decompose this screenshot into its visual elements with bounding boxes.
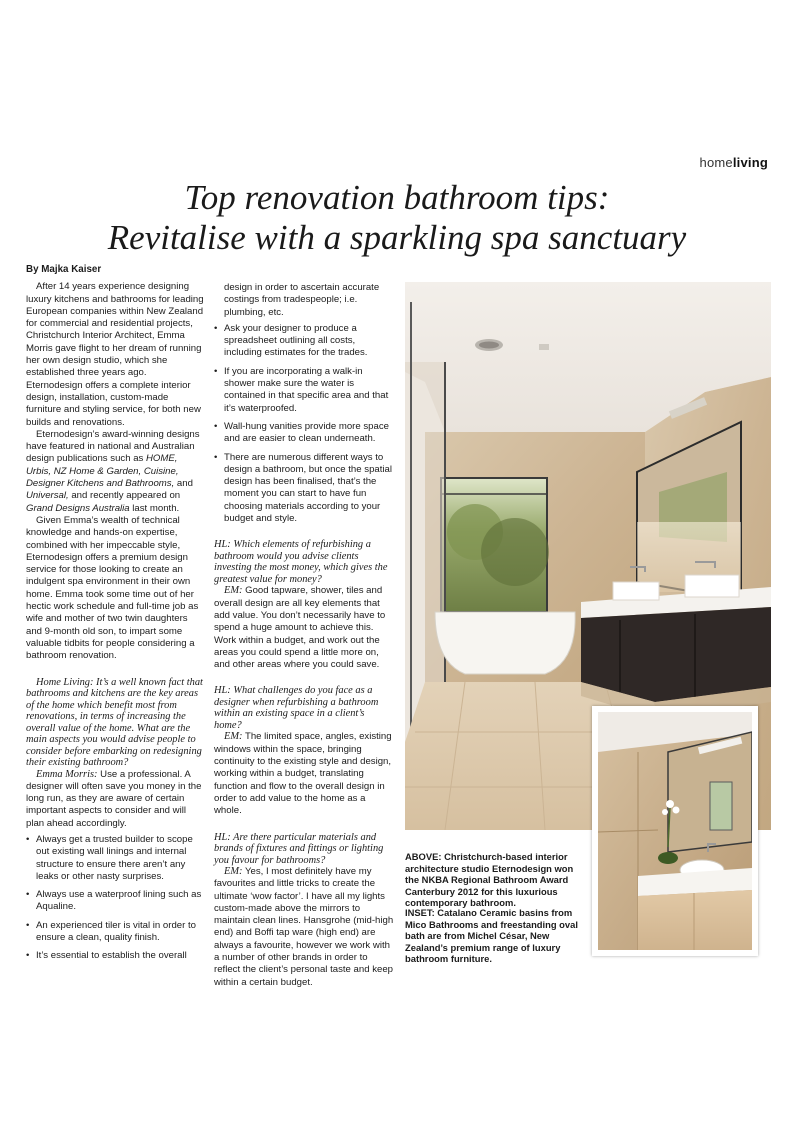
intro-p2-text-a: Eternodesign’s award-winning designs have featured in national and Australian design publications such as	[26, 428, 200, 465]
headline-line-1: Top renovation bathroom tips:	[184, 178, 610, 217]
question-2: HL: Which elements of refurbishing a bathroom would you advise clients investing the most money, which gives the greatest value for money?	[214, 539, 388, 585]
question-1: Home Living: It’s a well known fact that bathrooms and kitchens are the key areas of the home which benefit most from renovations, in terms of increasing the overall value of the home. What are the main aspects you would advise people to consider before embarking on redesigning their existing bathroom?	[26, 676, 203, 768]
basin-right	[685, 575, 739, 597]
list-item: • It’s essential to establish the overall	[26, 950, 204, 962]
answer-1	[26, 769, 204, 830]
answer-2-speaker: EM:	[224, 585, 243, 597]
list-item: • Wall-hung vanities provide more space and are easier to clean underneath.	[214, 421, 394, 446]
answer-3	[214, 731, 394, 817]
freestanding-bath	[435, 612, 575, 674]
answer-3-text: The limited space, angles, existing windows within the space, bringing continuity to the existing style and design, working within a budget, translating function and flow to the overall design in order to add value to the home as a whole.	[214, 731, 392, 817]
intro-paragraph-3: Given Emma’s wealth of technical knowledge and hands-on expertise, combined with her impeccable style, Eternodesign offers a premium design service for those looking to create an indulgent spa environment in their own home. Emma took some time out of her hectic work schedule and full-time job as wife and mother of two twin daughters and 9-month old son, to impart some valuable tidbits for people considering a bathroom renovation.	[26, 514, 199, 662]
orchid-plant-icon	[658, 852, 678, 864]
list-item: • There are numerous different ways to design a bathroom, but once the spatial design has been finalised, that’s the moment you can start to have fun choosing materials according to your budget and style.	[214, 452, 394, 526]
article-column-2	[214, 282, 394, 989]
vanity-cabinet	[581, 607, 771, 702]
question-4: HL: Are there particular materials and brands of fixtures and fittings or lighting you favour for bathrooms?	[214, 831, 384, 866]
article-column-1	[26, 264, 204, 969]
intro-p2-grand-designs: Grand Designs Australia	[26, 502, 130, 514]
intro-p2-text-c: and recently appeared on	[68, 490, 181, 502]
inset-window-reflection	[710, 782, 732, 830]
list-item: • Ask your designer to produce a spreadsheet outlining all costs, including estimates for the trades.	[214, 323, 394, 360]
intro-p2-text-b: and	[174, 478, 193, 490]
inset-bathroom-illustration	[598, 712, 752, 950]
section-tag-home: home	[699, 155, 733, 170]
answer-3-speaker: EM:	[224, 731, 243, 743]
inset-vanity-cabinet	[638, 890, 752, 950]
tip-continuation: design in order to ascertain accurate costings from tradespeople; i.e. plumbing, etc.	[224, 282, 380, 318]
answer-4-text: Yes, I most definitely have my favourites and little tricks to create the ultimate ‘wow factor’. I have all my lights custom-made above the mirrors to maintain clean lines. Hansgrohe (mid-high end) and Boffi tap ware (high end) are always a favourite, however we work with a number of other brands in order to reflect the client’s personal taste and keep within a certain budget.	[214, 866, 394, 988]
answer-4	[214, 866, 394, 989]
caption-above: ABOVE: Christchurch-based interior architecture studio Eternodesign won the NKBA Regional Bathroom Award Canterbury 2012 for this luxurious contemporary bathroom.	[405, 851, 574, 909]
intro-paragraph-2	[26, 429, 204, 515]
answer-1-text: Use a professional. A designer will often save you money in the long run, as they are aware of certain important aspects to consider and will plan ahead accordingly.	[26, 768, 202, 829]
intro-p2-universal: Universal,	[26, 490, 69, 502]
tips-list-2	[214, 323, 394, 525]
intro-p2-publications: HOME, Urbis, NZ Home & Garden, Cuisine, Designer Kitchens and Bathrooms,	[26, 453, 179, 490]
inset-photo	[592, 706, 758, 956]
list-item: • An experienced tiler is vital in order to ensure a clean, quality finish.	[26, 920, 204, 945]
basin-left	[613, 582, 659, 600]
caption-inset: INSET: Catalano Ceramic basins from Mico Bathrooms and freestanding oval bath are from Michel César, New Zealand’s premium range of luxury bathroom furniture.	[405, 907, 578, 965]
section-tag-living: living	[732, 155, 768, 170]
headline-line-2: Revitalise with a sparkling spa sanctuary	[107, 218, 687, 257]
list-item: • If you are incorporating a walk-in shower make sure the water is contained in that specific area and that it’s waterproofed.	[214, 366, 394, 415]
answer-2	[214, 585, 394, 671]
intro-paragraph-1: After 14 years experience designing luxury kitchens and bathrooms for leading European companies within New Zealand for commercial and residential projects, Christchurch Interior Architect, Emma Morris gave flight to her dream of running her own design studio, which she established three years ago. Eternodesign offers a complete interior design, installation, custom-made furniture and styling service, for both new builds and renovations.	[26, 281, 204, 428]
list-item: • Always get a trusted builder to scope out existing wall linings and internal structure to ensure there aren’t any leaks or other nasty surprises.	[26, 834, 204, 883]
intro-p2-text-d: last month.	[129, 502, 180, 514]
tips-list-1	[26, 834, 204, 963]
byline: By Majka Kaiser	[26, 264, 102, 275]
section-tag	[700, 155, 768, 170]
answer-4-speaker: EM:	[224, 866, 243, 877]
list-item: • Always use a waterproof lining such as Aqualine.	[26, 889, 204, 914]
answer-1-speaker: Emma Morris:	[36, 768, 98, 780]
headline	[0, 178, 794, 258]
question-3: HL: What challenges do you face as a designer when refurbishing a bathroom within an existing space in a client’s home?	[214, 685, 379, 731]
answer-2-text: Good tapware, shower, tiles and overall design are all key elements that add value. You don’t necessarily have to spend a huge amount to achieve this. Work within a budget, and work out the areas you could spend a little more on, and other areas where you could save.	[214, 585, 386, 671]
